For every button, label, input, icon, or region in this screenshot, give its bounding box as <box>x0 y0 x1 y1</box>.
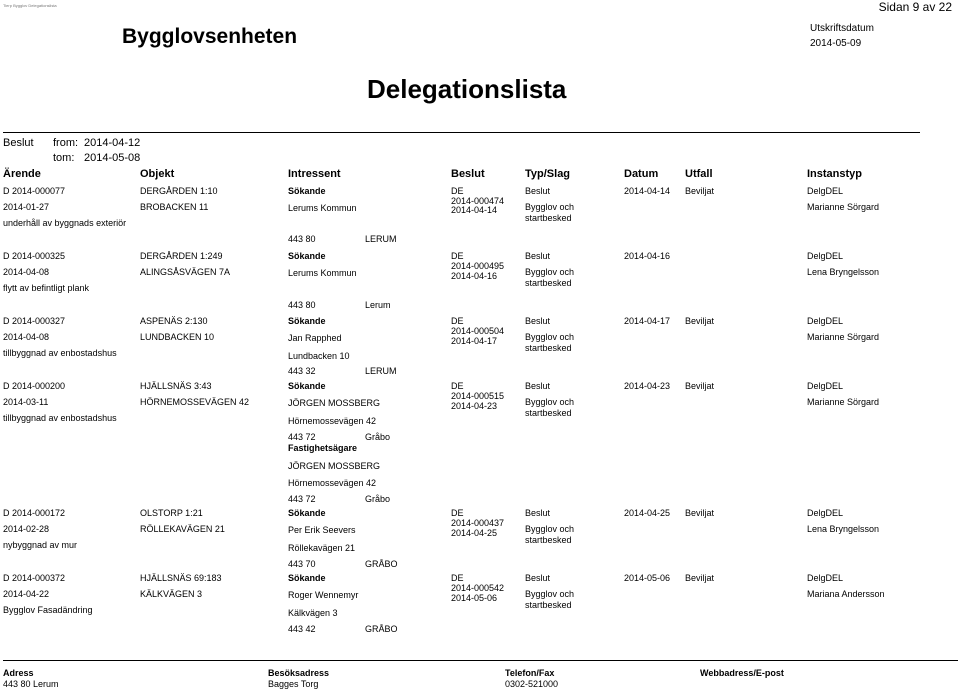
intressent-adress-2: Hörnemossevägen 42 <box>288 478 377 488</box>
filter-to-value: 2014-05-08 <box>84 152 141 164</box>
objekt-fastighet: DERGÅRDEN 1:10 <box>140 186 218 196</box>
objekt-adress: RÖLLEKAVÄGEN 21 <box>140 524 225 534</box>
page-indicator: Sidan 9 av 22 <box>878 0 952 14</box>
footer-besok-label: Besöksadress <box>268 668 330 678</box>
arende-beskrivning: underhåll av byggnads exteriör <box>3 218 127 228</box>
intressent-roll: Sökande <box>288 573 326 583</box>
intressent-ort: Lerum <box>365 300 391 310</box>
arende-beskrivning: tillbyggnad av enbostadshus <box>3 413 117 423</box>
instanstyp: DelgDEL <box>807 316 844 326</box>
footer-besok-value: Bagges Torg <box>268 679 319 689</box>
datum: 2014-04-16 <box>624 251 671 261</box>
objekt-adress: HÖRNEMOSSEVÄGEN 42 <box>140 397 250 407</box>
typ-beslut: Beslut <box>525 316 551 326</box>
intressent-roll: Sökande <box>288 186 326 196</box>
datum: 2014-04-25 <box>624 508 671 518</box>
col-utfall: Utfall <box>685 168 713 180</box>
intressent-roll: Sökande <box>288 316 326 326</box>
handlaggare: Lena Bryngelsson <box>807 267 880 277</box>
col-arende: Ärende <box>3 168 41 180</box>
beslut-typ: DE <box>451 508 464 518</box>
arende-nr: D 2014-000372 <box>3 573 66 583</box>
intressent-postnr: 443 42 <box>288 624 316 634</box>
datum: 2014-04-23 <box>624 381 671 391</box>
intressent-ort: Gråbo <box>365 432 391 442</box>
beslut-typ: DE <box>451 381 464 391</box>
intressent-postnr: 443 32 <box>288 366 316 376</box>
beslut-typ: DE <box>451 186 464 196</box>
intressent-roll: Sökande <box>288 251 326 261</box>
instanstyp: DelgDEL <box>807 186 844 196</box>
footer-adress-value: 443 80 Lerum <box>3 679 59 689</box>
top-small-text: Tierp Bygglov Delegationslista <box>3 3 57 8</box>
objekt-fastighet: ASPENÄS 2:130 <box>140 316 208 326</box>
intressent-roll: Sökande <box>288 381 326 391</box>
handlaggare: Marianne Sörgard <box>807 397 880 407</box>
footer-adress-label: Adress <box>3 668 34 678</box>
intressent-namn: Lerums Kommun <box>288 203 357 213</box>
objekt-fastighet: OLSTORP 1:21 <box>140 508 203 518</box>
intressent-namn-2: JÖRGEN MOSSBERG <box>288 461 381 471</box>
doc-title: Delegationslista <box>367 74 567 104</box>
filter-to-label: tom: <box>53 152 75 164</box>
typ-slag-1: Bygglov och <box>525 202 575 212</box>
arende-beskrivning: nybyggnad av mur <box>3 540 78 550</box>
typ-slag-1: Bygglov och <box>525 332 575 342</box>
filter-from-label: from: <box>53 137 79 149</box>
handlaggare: Marianne Sörgard <box>807 202 880 212</box>
intressent-postnr: 443 70 <box>288 559 316 569</box>
col-typ-slag: Typ/Slag <box>525 168 571 180</box>
typ-slag-1: Bygglov och <box>525 524 575 534</box>
intressent-roll-2: Fastighetsägare <box>288 443 358 453</box>
typ-slag-2: startbesked <box>525 343 572 353</box>
handlaggare: Mariana Andersson <box>807 589 885 599</box>
filter-label: Beslut <box>3 137 34 149</box>
arende-nr: D 2014-000172 <box>3 508 66 518</box>
beslut-datum: 2014-04-25 <box>451 528 498 538</box>
print-date-label: Utskriftsdatum <box>810 23 874 34</box>
col-objekt: Objekt <box>140 168 175 180</box>
print-date: 2014-05-09 <box>810 38 862 49</box>
typ-slag-1: Bygglov och <box>525 267 575 277</box>
objekt-fastighet: HJÄLLSNÄS 69:183 <box>140 573 222 583</box>
arende-datum: 2014-03-11 <box>3 397 49 407</box>
intressent-adress: Hörnemossevägen 42 <box>288 416 377 426</box>
intressent-postnr: 443 80 <box>288 300 316 310</box>
beslut-datum: 2014-05-06 <box>451 593 498 603</box>
beslut-typ: DE <box>451 251 464 261</box>
typ-slag-2: startbesked <box>525 278 572 288</box>
intressent-postnr: 443 80 <box>288 234 316 244</box>
intressent-namn: Roger Wennemyr <box>288 590 359 600</box>
footer-rule <box>3 660 958 661</box>
instanstyp: DelgDEL <box>807 573 844 583</box>
typ-slag-2: startbesked <box>525 408 572 418</box>
org-title: Bygglovsenheten <box>122 25 298 48</box>
typ-beslut: Beslut <box>525 251 551 261</box>
footer-tel-label: Telefon/Fax <box>505 668 555 678</box>
beslut-typ: DE <box>451 316 464 326</box>
beslut-datum: 2014-04-17 <box>451 336 498 346</box>
arende-nr: D 2014-000327 <box>3 316 66 326</box>
intressent-postnr-2: 443 72 <box>288 494 316 504</box>
objekt-adress: BROBACKEN 11 <box>140 202 209 212</box>
typ-slag-1: Bygglov och <box>525 397 575 407</box>
typ-beslut: Beslut <box>525 186 551 196</box>
arende-beskrivning: tillbyggnad av enbostadshus <box>3 348 117 358</box>
typ-beslut: Beslut <box>525 573 551 583</box>
intressent-adress: Lundbacken 10 <box>288 351 350 361</box>
intressent-ort: LERUM <box>365 234 397 244</box>
typ-slag-2: startbesked <box>525 535 572 545</box>
arende-datum: 2014-02-28 <box>3 524 50 534</box>
intressent-adress: Röllekavägen 21 <box>288 543 356 553</box>
col-datum: Datum <box>624 168 659 180</box>
instanstyp: DelgDEL <box>807 381 844 391</box>
header-rule <box>3 132 920 133</box>
datum: 2014-04-14 <box>624 186 671 196</box>
typ-slag-2: startbesked <box>525 600 572 610</box>
objekt-adress: KÄLKVÄGEN 3 <box>140 589 203 599</box>
objekt-adress: LUNDBACKEN 10 <box>140 332 215 342</box>
instanstyp: DelgDEL <box>807 508 844 518</box>
intressent-ort: GRÅBO <box>365 559 398 569</box>
utfall: Beviljat <box>685 186 715 196</box>
intressent-postnr: 443 72 <box>288 432 316 442</box>
utfall: Beviljat <box>685 381 715 391</box>
datum: 2014-04-17 <box>624 316 671 326</box>
instanstyp: DelgDEL <box>807 251 844 261</box>
arende-beskrivning: Bygglov Fasadändring <box>3 605 93 615</box>
utfall: Beviljat <box>685 508 715 518</box>
arende-datum: 2014-01-27 <box>3 202 50 212</box>
objekt-fastighet: HJÄLLSNÄS 3:43 <box>140 381 212 391</box>
arende-datum: 2014-04-08 <box>3 332 50 342</box>
col-instanstyp: Instanstyp <box>807 168 863 180</box>
objekt-fastighet: DERGÅRDEN 1:249 <box>140 251 223 261</box>
intressent-namn: Jan Rapphed <box>288 333 342 343</box>
objekt-adress: ALINGSÅSVÄGEN 7A <box>140 267 231 277</box>
typ-slag-1: Bygglov och <box>525 589 575 599</box>
intressent-roll: Sökande <box>288 508 326 518</box>
beslut-nr: 2014-000504 <box>451 326 505 336</box>
footer-tel-value: 0302-521000 <box>505 679 559 689</box>
beslut-datum: 2014-04-14 <box>451 205 498 215</box>
arende-beskrivning: flytt av befintligt plank <box>3 283 90 293</box>
typ-beslut: Beslut <box>525 508 551 518</box>
beslut-datum: 2014-04-23 <box>451 401 498 411</box>
intressent-adress: Kälkvägen 3 <box>288 608 338 618</box>
beslut-datum: 2014-04-16 <box>451 271 498 281</box>
intressent-ort: GRÅBO <box>365 624 398 634</box>
col-beslut: Beslut <box>451 168 485 180</box>
datum: 2014-05-06 <box>624 573 671 583</box>
utfall: Beviljat <box>685 573 715 583</box>
beslut-nr: 2014-000542 <box>451 583 505 593</box>
intressent-namn: Lerums Kommun <box>288 268 357 278</box>
beslut-nr: 2014-000474 <box>451 196 505 206</box>
col-intressent: Intressent <box>288 168 341 180</box>
typ-slag-2: startbesked <box>525 213 572 223</box>
intressent-namn: Per Erik Seevers <box>288 525 356 535</box>
beslut-nr: 2014-000437 <box>451 518 505 528</box>
arende-datum: 2014-04-08 <box>3 267 50 277</box>
typ-beslut: Beslut <box>525 381 551 391</box>
handlaggare: Marianne Sörgard <box>807 332 880 342</box>
intressent-ort: LERUM <box>365 366 397 376</box>
footer-web-label: Webbadress/E-post <box>700 668 784 678</box>
arende-nr: D 2014-000200 <box>3 381 66 391</box>
beslut-typ: DE <box>451 573 464 583</box>
arende-nr: D 2014-000325 <box>3 251 66 261</box>
beslut-nr: 2014-000495 <box>451 261 505 271</box>
arende-nr: D 2014-000077 <box>3 186 66 196</box>
intressent-ort-2: Gråbo <box>365 494 391 504</box>
handlaggare: Lena Bryngelsson <box>807 524 880 534</box>
intressent-namn: JÖRGEN MOSSBERG <box>288 398 381 408</box>
filter-from-value: 2014-04-12 <box>84 137 141 149</box>
beslut-nr: 2014-000515 <box>451 391 505 401</box>
utfall: Beviljat <box>685 316 715 326</box>
arende-datum: 2014-04-22 <box>3 589 50 599</box>
